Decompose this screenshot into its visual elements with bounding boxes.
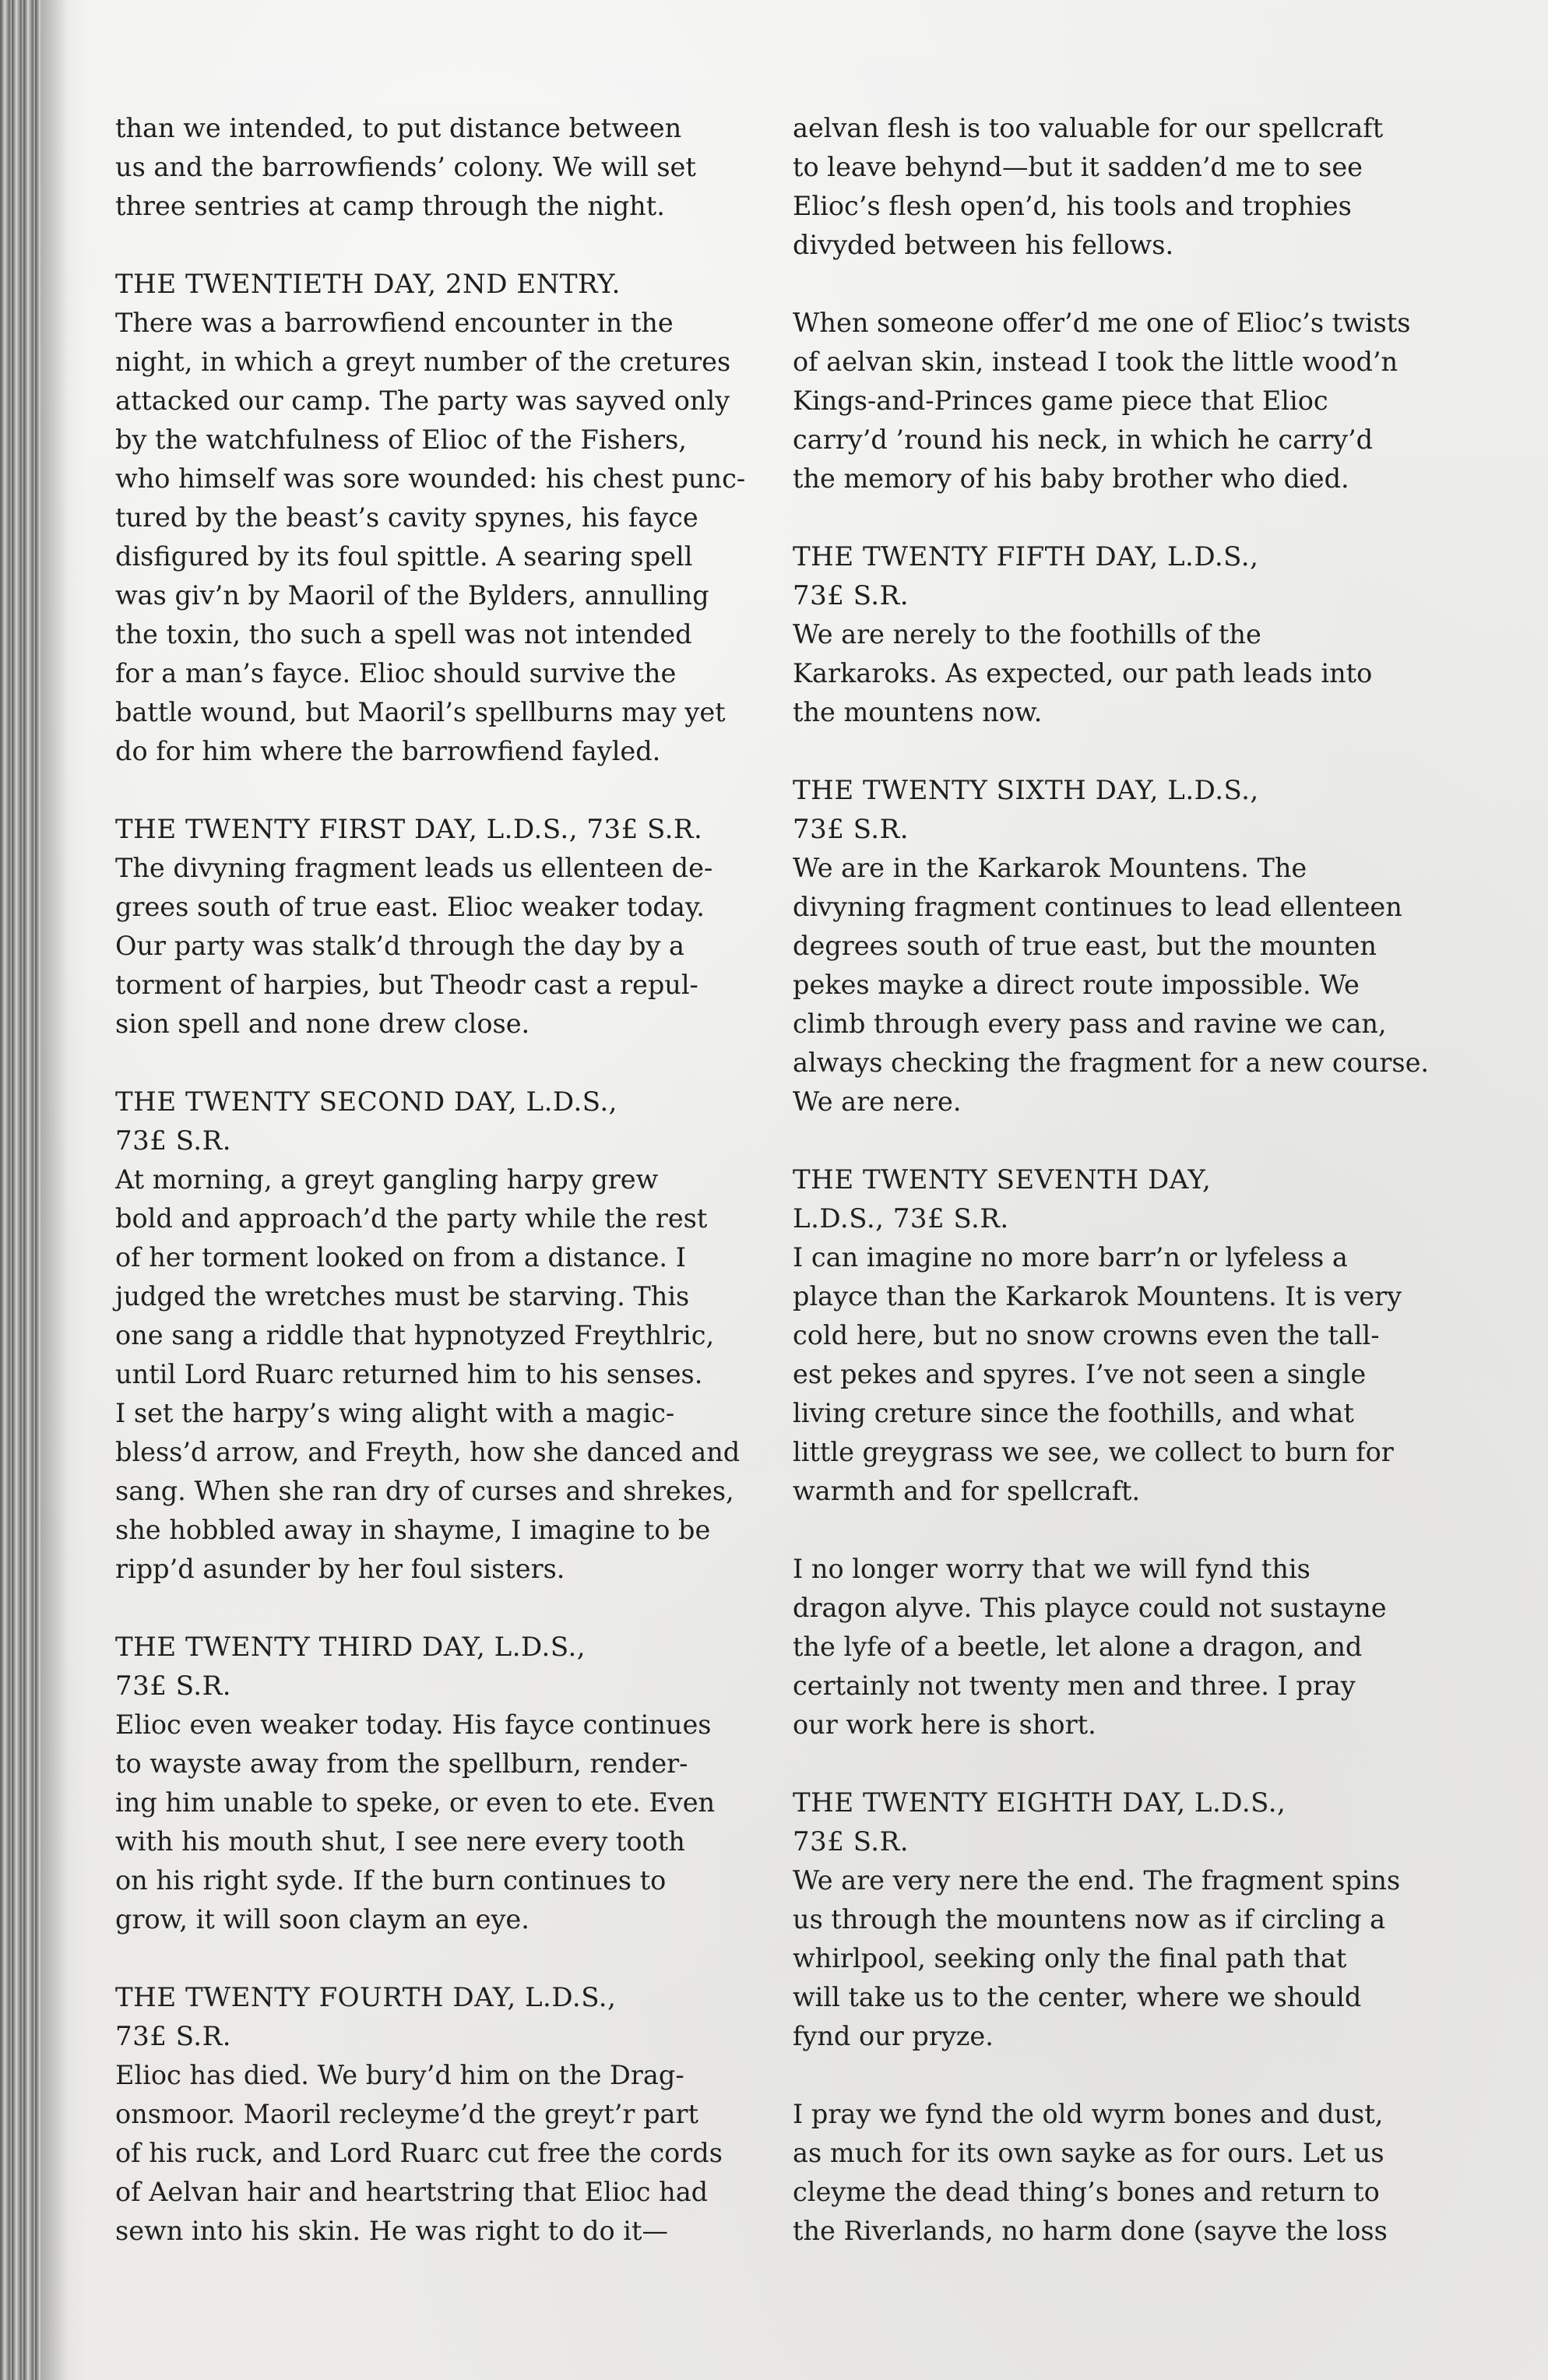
entry-body: I can imagine no more barr’n or lyfeless a playce than the Karkarok Mountens. It is very cold here, but no snow crowns even the tall- est pekes and spyres. I’ve not seen a single living creture since the foothills, and what little greygrass we see, we collect to burn for warmth and for spellcraft.: [793, 1242, 1402, 1506]
entry-heading: THE TWENTY EIGHTH DAY, L.D.S., 73£ S.R.: [793, 1787, 1286, 1857]
journal-entry: [115, 1083, 754, 1589]
entry-heading: THE TWENTY THIRD DAY, L.D.S., 73£ S.R.: [115, 1632, 586, 1702]
entry-body: We are very nere the end. The fragment spins us through the mountens now as if circling a whirlpool, seeking only the final path that will take us to the center, where we should fynd our pryze.: [793, 1865, 1401, 2051]
journal-entry: [793, 1783, 1431, 2056]
journal-entry: [115, 1978, 754, 2251]
paragraph-text: I pray we fynd the old wyrm bones and dust, as much for its own sayke as for ours. Let us cleyme the dead thing’s bones and return to the Riverlands, no harm done (sayve the loss: [793, 2099, 1388, 2246]
journal-entry: [115, 265, 754, 771]
entry-heading: THE TWENTY SEVENTH DAY, L.D.S., 73£ S.R.: [793, 1164, 1212, 1234]
entry-body: Elioc has died. We bury’d him on the Drag- onsmoor. Maoril recleyme’d the greyt’r part of his ruck, and Lord Ruarc cut free the cords of Aelvan hair and heartstring that Elioc had sewn into his skin. He was right to do it—: [115, 2060, 723, 2246]
paragraph-text: than we intended, to put distance between us and the barrowfiends’ colony. We will set three sentries at camp through the night.: [115, 113, 696, 221]
paragraph-text: aelvan flesh is too valuable for our spellcraft to leave behynd—but it sadden’d me to see Elioc’s flesh open’d, his tools and trophies divyded between his fellows.: [793, 113, 1384, 260]
left-text-column: [115, 109, 754, 2290]
entry-heading: THE TWENTIETH DAY, 2ND ENTRY.: [115, 269, 621, 300]
entry-heading: THE TWENTY SIXTH DAY, L.D.S., 73£ S.R.: [793, 775, 1259, 845]
entry-heading: THE TWENTY SECOND DAY, L.D.S., 73£ S.R.: [115, 1086, 617, 1157]
journal-entry: [793, 537, 1431, 732]
journal-entry: [115, 1628, 754, 1939]
entry-heading: THE TWENTY FOURTH DAY, L.D.S., 73£ S.R.: [115, 1982, 617, 2052]
continued-paragraph: [115, 109, 754, 226]
journal-entry: [793, 1160, 1431, 1511]
journal-entry: [115, 810, 754, 1044]
entry-body: We are nerely to the foothills of the Karkaroks. As expected, our path leads into the mountens now.: [793, 619, 1373, 727]
entry-body: Elioc even weaker today. His fayce continues to wayste away from the spellburn, render- ing him unable to speke, or even to ete. Even with his mouth shut, I see nere every tooth on his right syde. If the burn continues to grow, it will soon claym an eye.: [115, 1709, 716, 1935]
book-binding-edge: [0, 0, 40, 2380]
entry-heading: THE TWENTY FIFTH DAY, L.D.S., 73£ S.R.: [793, 541, 1259, 611]
paragraph-text: I no longer worry that we will fynd this dragon alyve. This playce could not sustayne the lyfe of a beetle, let alone a dragon, and certainly not twenty men and three. I pray our work here is short.: [793, 1554, 1387, 1740]
entry-body: We are in the Karkarok Mountens. The divyning fragment continues to lead ellenteen degrees south of true east, but the mounten pekes mayke a direct route impossible. We climb through every pass and ravine we can, always checking the fragment for a new course. We are nere.: [793, 853, 1430, 1117]
journal-entry: [793, 771, 1431, 1121]
gutter-shadow: [40, 0, 87, 2380]
entry-body: At morning, a greyt gangling harpy grew bold and approach’d the party while the rest of her torment looked on from a distance. I judged the wretches must be starving. This one sang a riddle that hypnotyzed Freythlric, until Lord Ruarc returned him to his senses. I set the harpy’s wing alight with a magic- bless’d arrow, and Freyth, how she danced and sang. When she ran dry of curses and shrekes, she hobbled away in shayme, I imagine to be ripp’d asunder by her foul sisters.: [115, 1164, 741, 1584]
right-text-column: [793, 109, 1431, 2290]
entry-body: There was a barrowfiend encounter in the night, in which a greyt number of the cretures attacked our camp. The party was sayved only by the watchfulness of Elioc of the Fishers, who himself was sore wounded: his chest punc- tured by the beast’s cavity spynes, his fayce disfigured by its foul spittle. A searing spell was giv’n by Maoril of the Bylders, annulling the toxin, tho such a spell was not intended for a man’s fayce. Elioc should survive the battle wound, but Maoril’s spellburns may yet do for him where the barrowfiend fayled.: [115, 308, 746, 766]
entry-body: The divyning fragment leads us ellenteen de- grees south of true east. Elioc weaker today. Our party was stalk’d through the day by a torment of harpies, but Theodr cast a repul- sion spell and none drew close.: [115, 853, 713, 1039]
paragraph-text: When someone offer’d me one of Elioc’s twists of aelvan skin, instead I took the little wood’n Kings-and-Princes game piece that Elioc carry’d ’round his neck, in which he carry’d the memory of his baby brother who died.: [793, 308, 1411, 494]
entry-heading: THE TWENTY FIRST DAY, L.D.S., 73£ S.R.: [115, 814, 703, 845]
